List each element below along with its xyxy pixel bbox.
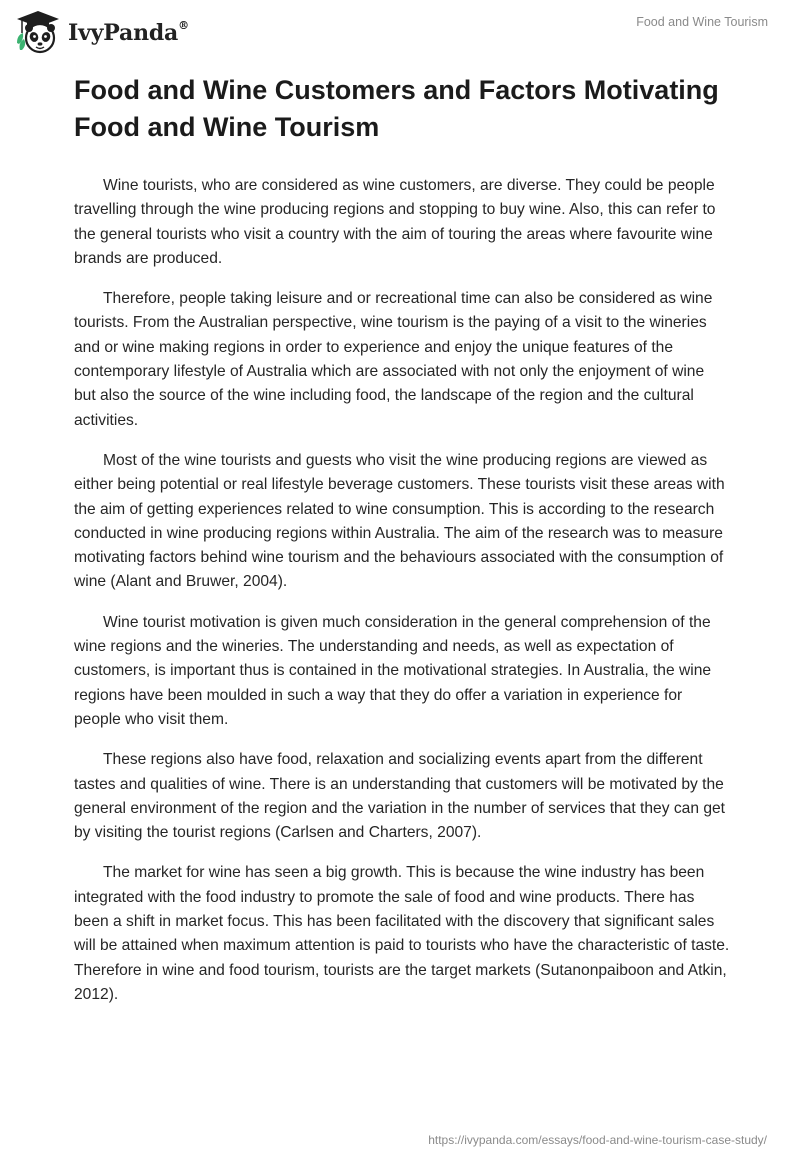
article-paragraph: Therefore, people taking leisure and or recreational time can also be considered as wine tourists. From the Australian perspective, wine tourism is the paying of a visit to the wineries and or wine making regions in order to experience and enjoy the unique features of the contemporary lifestyle of Australia which are associated with not only the enjoyment of wine but also the source of the wine including food, the landscape of the region and the cultural activities. xyxy=(74,290,713,429)
article-paragraph: The market for wine has seen a big growth. This is because the wine industry has been integrated with the food industry to promote the sale of food and wine products. There has been a shift in market focus. This has been facilitated with the discovery that significant sales will be attained when maximum attention is paid to tourists who have the characteristic of taste. Therefore in wine and food tourism, tourists are the target markets (Sutanonpaiboon and Atkin, 2012). xyxy=(74,864,730,1003)
article-paragraph: Most of the wine tourists and guests who visit the wine producing regions are viewed as either being potential or real lifestyle beverage customers. These tourists visit these areas with the aim of getting experiences related to wine consumption. This is according to the research conducted in wine producing regions within Australia. The aim of the research was to measure motivating factors behind wine tourism and the behaviours associated with the consumption of wine (Alant and Bruwer, 2004). xyxy=(74,451,725,591)
running-head: Food and Wine Tourism xyxy=(636,15,768,29)
article-paragraph: These regions also have food, relaxation and socializing events apart from the different tastes and qualities of wine. There is an understanding that customers will be motivated by the general environment of the region and the variation in the number of services that they can get by visiting the tourist regions (Carlsen and Charters, 2007). xyxy=(74,751,726,842)
article-paragraph: Wine tourist motivation is given much consideration in the general comprehension of the wine regions and the wineries. The understanding and needs, as well as expectation of customers, is important thus is contained in the motivational strategies. In Australia, the wine regions have been moulded in such a way that they do offer a variation in experience for people who visit them. xyxy=(74,613,712,728)
article-title: Food and Wine Customers and Factors Motivating Food and Wine Tourism xyxy=(74,75,719,142)
logo-text: IvyPanda® xyxy=(68,18,189,46)
panda-graduate-icon xyxy=(14,9,62,55)
page-header xyxy=(0,0,800,70)
source-url[interactable]: https://ivypanda.com/essays/food-and-wine-tourism-case-study/ xyxy=(428,1133,767,1147)
article xyxy=(74,72,730,1023)
ivypanda-logo[interactable] xyxy=(14,9,189,55)
article-paragraph: Wine tourists, who are considered as wine customers, are diverse. They could be people travelling through the wine producing regions and stopping to buy wine. Also, this can refer to the general tourists who visit a country with the aim of touring the areas where favourite wine brands are produced. xyxy=(74,177,716,267)
